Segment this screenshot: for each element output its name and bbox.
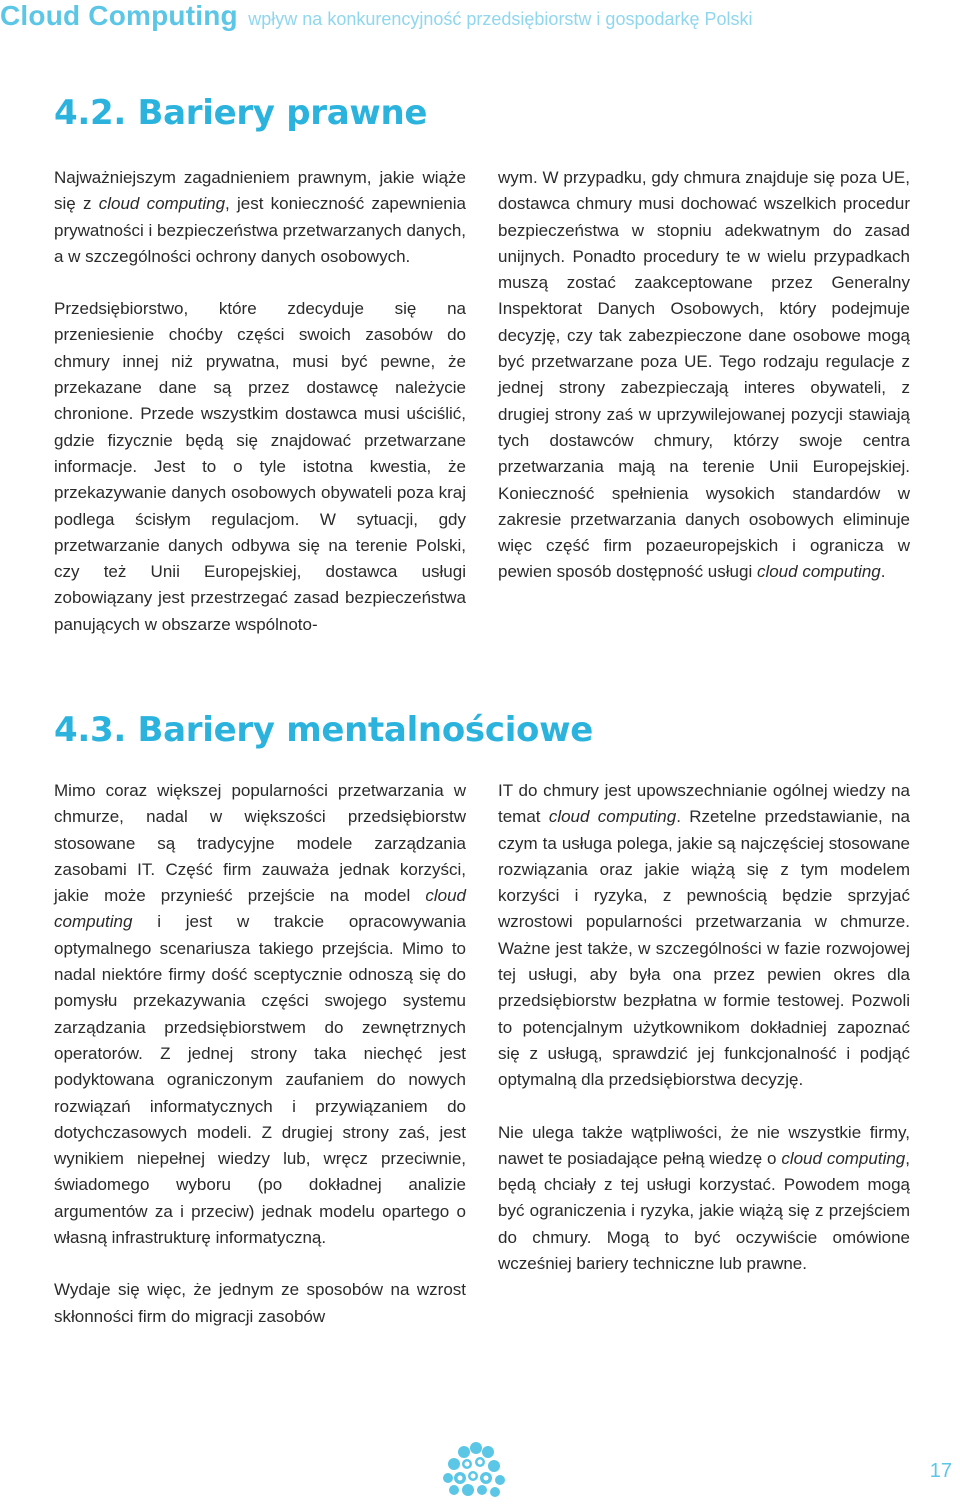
paragraph: IT do chmury jest upowszechnianie ogólnej wiedzy na temat cloud computing. Rzetelne przedstawianie, na czym ta usługa polega, jakie są najczęściej stosowane rozwiązania oraz jakie wiążą się z tym modelem korzyści i ryzyka, z pewnością będzie sprzyjać wzrostowi popularności przetwarzania w chmurze. Ważne jest także, w szczególności w fazie rozwojowej tej usługi, aby była ona przez pewien okres dla przedsiębiorstw bezpłatna w formie testowej. Pozwoli to potencjalnym użytkownikom dokładniej zapoznać się z usługą, sprawdzić jej funkcjonalność i podjąć optymalną dla przedsiębiorstwa decyzję. (498, 781, 910, 1090)
column-legal-right (498, 165, 910, 586)
paragraph: Mimo coraz większej popularności przetwarzania w chmurze, nadal w większości przedsiębiorstw stosowane są tradycyjne modele zarządzania zasobami IT. Część firm zauważa jednak korzyści, jakie może przynieść przejście na model cloud computing i jest w trakcie opracowywania optymalnego scenariusza takiego przejścia. Mimo to nadal niektóre firmy dość sceptycznie odnoszą się do pomysłu przekazywania części swojego systemu zarządzania przedsiębiorstwem do zewnętrznych operatorów. Z jednej strony taka niechęć jest podyktowana ograniczonym zaufaniem do nowych rozwiązań informatycznych i przywiązaniem do dotychczasowych modeli. Z drugiej strony zaś, jest wynikiem niepełnej wiedzy lub, wręcz przeciwnie, świadomego wyboru (po dokładnej analizie argumentów za i przeciw) jednak modelu opartego o własną infrastrukturę informatyczną. (54, 781, 466, 1248)
paragraph: Przedsiębiorstwo, które zdecyduje się na przeniesienie choćby części swoich zasobów do chmury innej niż prywatna, musi być pewne, że przekazane dane są przez dostawcę należycie chronione. Przede wszystkim dostawca musi uściślić, gdzie fizycznie będą się znajdować przetwarzane informacje. Jest to o tyle istotna kwestia, że przekazywanie danych osobowych obywateli poza kraj podlega ścisłym regulacjom. W sytuacji, gdy przetwarzanie danych odbywa się na terenie Polski, czy też Unii Europejskiej, dostawca usługi zobowiązany jest przestrzegać zasad bezpieczeństwa panujących w obszarze wspólnoto- (54, 299, 466, 634)
page-number: 17 (929, 1460, 952, 1482)
running-header (0, 0, 960, 34)
column-legal-left (54, 165, 466, 638)
paragraph: Wydaje się więc, że jednym ze sposobów na wzrost skłonności firm do migracji zasobów (54, 1280, 466, 1326)
paragraph: Najważniejszym zagadnieniem prawnym, jakie wiąże się z cloud computing, jest konieczność zapewnienia prywatności i bezpieczeństwa przetwarzanych danych, a w szczególności ochrony danych osobowych. (54, 168, 466, 266)
column-mental-right (498, 778, 910, 1277)
header-brand: Cloud Computing (0, 0, 238, 31)
section-heading-mental-barriers: 4.3. Bariery mentalnościowe (54, 710, 593, 750)
paragraph: wym. W przypadku, gdy chmura znajduje się poza UE, dostawca chmury musi dochować wszelkich procedur bezpieczeństwa w stopniu adekwatnym do zasad unijnych. Ponadto procedury te w wielu przypadkach muszą zostać zaakceptowane przez Generalny Inspektorat Danych Osobowych, który podejmuje decyzję, czy tak zabezpieczone dane osobowe mogą być przetwarzane poza UE. Tego rodzaju regulacje z jednej strony zabezpieczają interes obywateli, z drugiej strony zaś w uprzywilejowanej pozycji stawiają tych dostawców chmury, którzy swoje centra przetwarzania mają na terenie Unii Europejskiej. Konieczność spełnienia wysokich standardów w zakresie przetwarzania danych osobowych eliminuje więc część firm pozaeuropejskich i ogranicza w pewien sposób dostępność usługi cloud computing. (498, 168, 910, 582)
column-mental-left (54, 778, 466, 1330)
paragraph: Nie ulega także wątpliwości, że nie wszystkie firmy, nawet te posiadające pełną wiedzę o cloud computing, będą chciały z tej usługi korzystać. Powodem mogą być ograniczenia i ryzyka, jakie wiążą się z przejściem do chmury. Mogą to być oczywiście omówione wcześniej bariery techniczne lub prawne. (498, 1122, 910, 1274)
header-subtitle: wpływ na konkurencyjność przedsiębiorstw i gospodarkę Polski (248, 9, 753, 29)
cloud-dots-icon (440, 1440, 512, 1500)
section-heading-legal-barriers: 4.2. Bariery prawne (54, 93, 428, 133)
